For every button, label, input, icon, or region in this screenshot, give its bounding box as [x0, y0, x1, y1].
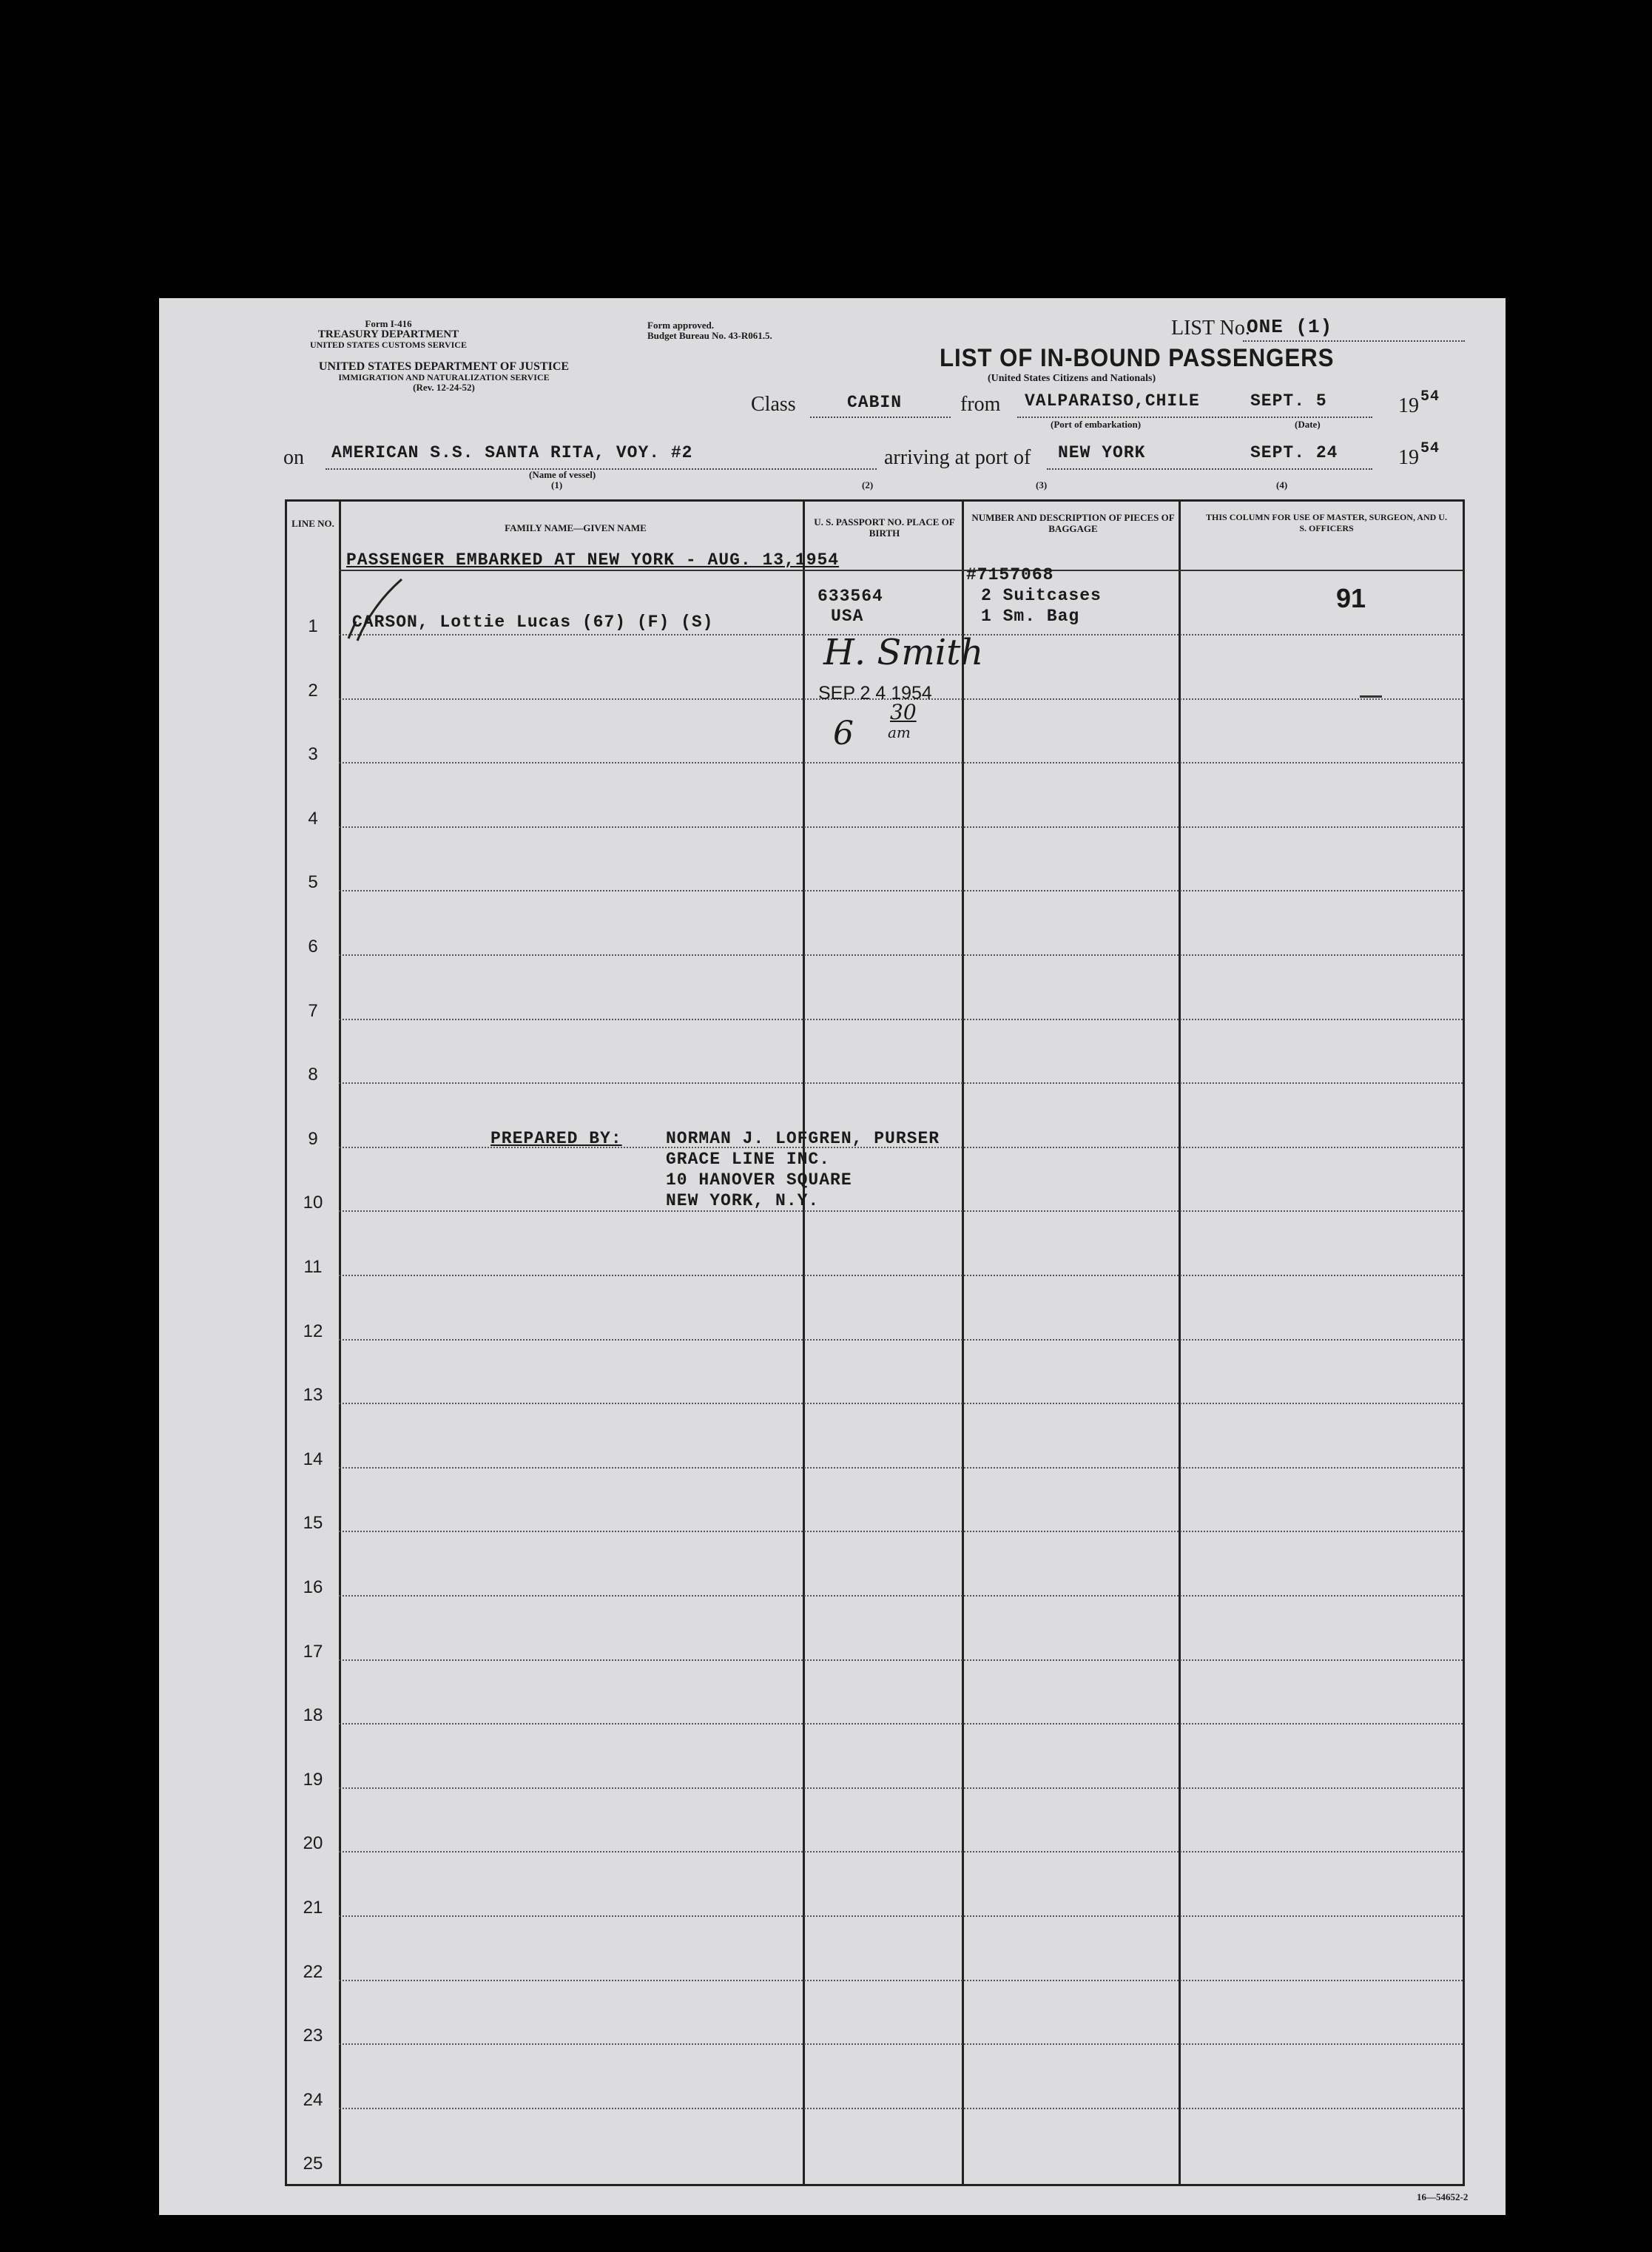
vessel-rule	[326, 468, 877, 470]
from-year-prefix: 19	[1398, 394, 1419, 417]
on-label: on	[283, 446, 304, 469]
form-sheet	[159, 298, 1506, 2215]
table-row	[287, 826, 1463, 891]
vessel-caption: (Name of vessel)	[529, 469, 596, 480]
revision: (Rev. 12-24-52)	[413, 382, 475, 393]
table-row	[287, 1211, 1463, 1275]
table-row	[287, 1980, 1463, 2044]
class-rule	[810, 417, 951, 418]
table-row	[287, 891, 1463, 955]
line-number: 25	[303, 2154, 323, 2174]
line-number: 17	[303, 1641, 323, 1662]
class-value: CABIN	[847, 393, 903, 412]
line-number: 9	[308, 1128, 318, 1149]
table-row	[287, 1403, 1463, 1468]
table-row	[287, 1852, 1463, 1916]
table-row	[287, 1339, 1463, 1406]
col-num-3: (3)	[1036, 479, 1048, 490]
arrival-year-prefix: 19	[1398, 446, 1419, 469]
baggage-suitcases: 2 Suitcases	[981, 586, 1102, 605]
line-number: 4	[308, 808, 318, 829]
vessel-name: AMERICAN S.S. SANTA RITA, VOY. #2	[331, 443, 693, 462]
table-row	[287, 763, 1463, 827]
from-date: SEPT. 5	[1250, 391, 1327, 411]
form-subtitle: (United States Citizens and Nationals)	[988, 373, 1156, 384]
table-row	[287, 1659, 1463, 1724]
arrival-port: NEW YORK	[1058, 443, 1146, 462]
line-number: 16	[303, 1577, 323, 1597]
budget-bureau: Budget Bureau No. 43-R061.5.	[647, 330, 772, 341]
table-row	[287, 2044, 1463, 2108]
line-number: 5	[308, 872, 318, 893]
port-embarkation-caption: (Port of embarkation)	[1051, 419, 1142, 430]
table-row	[287, 1787, 1463, 1852]
arrival-date: SEPT. 24	[1250, 443, 1338, 462]
officer-signature: H. Smith	[823, 632, 984, 673]
line-number: 15	[303, 1513, 323, 1534]
line-number: 12	[303, 1321, 323, 1341]
list-no-rule	[1243, 340, 1465, 342]
table-row	[287, 698, 1463, 763]
embark-note: PASSENGER EMBARKED AT NEW YORK - AUG. 13,1954	[346, 550, 840, 570]
line-number: 7	[308, 1000, 318, 1021]
arriving-label: arriving at port of	[884, 446, 1031, 469]
list-no-value: ONE (1)	[1247, 316, 1333, 338]
table-row	[287, 1724, 1463, 1788]
agency-block	[277, 319, 499, 350]
line-number: 2	[308, 680, 318, 701]
table-row	[287, 2108, 1463, 2172]
treasury-dept: TREASURY DEPARTMENT	[317, 328, 459, 340]
birth-place: USA	[831, 607, 864, 626]
justice-block	[270, 362, 618, 393]
form-title: LIST OF IN-BOUND PASSENGERS	[940, 344, 1335, 372]
line-number: 23	[303, 2026, 323, 2046]
list-no-label: LIST No.	[1171, 317, 1250, 340]
line-number: 20	[303, 1833, 323, 1854]
from-rule	[1017, 417, 1372, 418]
class-label: Class	[751, 393, 796, 416]
prepared-line-4: NEW YORK, N.Y.	[666, 1191, 820, 1210]
prepared-label: PREPARED BY:	[490, 1129, 622, 1148]
line-number: 21	[303, 1898, 323, 1918]
col-num-4: (4)	[1276, 479, 1288, 490]
from-year-suffix: 54	[1420, 388, 1440, 405]
table-row	[287, 955, 1463, 1019]
baggage-tag: #7157068	[966, 565, 1054, 584]
form-number: Form I-416	[365, 318, 412, 329]
date-caption: (Date)	[1295, 419, 1321, 430]
line-number: 22	[303, 1961, 323, 1982]
officer-tick	[1360, 695, 1382, 698]
table-row	[287, 1531, 1463, 1596]
arrival-rule	[1047, 468, 1372, 470]
line-number: 14	[303, 1449, 323, 1469]
line-number: 3	[308, 744, 318, 765]
stamp-date: SEP 2 4 1954	[818, 683, 932, 704]
ins-service: IMMIGRATION AND NATURALIZATION SERVICE	[338, 372, 550, 382]
table-row	[287, 1019, 1463, 1083]
table-row	[287, 1916, 1463, 1980]
passenger-table	[285, 499, 1465, 2186]
prepared-line-2: GRACE LINE INC.	[666, 1150, 831, 1169]
line-number: 13	[303, 1385, 323, 1406]
from-port: VALPARAISO,CHILE	[1025, 391, 1200, 411]
baggage-bag: 1 Sm. Bag	[981, 607, 1080, 626]
table-row	[287, 1596, 1463, 1660]
prepared-line-1: NORMAN J. LOFGREN, PURSER	[666, 1129, 940, 1148]
passenger-name: CARSON, Lottie Lucas (67) (F) (S)	[352, 613, 714, 632]
customs-service: UNITED STATES CUSTOMS SERVICE	[310, 340, 467, 350]
officer-note: 91	[1336, 583, 1366, 613]
approval-block	[647, 320, 772, 341]
col-num-1: (1)	[551, 479, 563, 490]
passport-number: 633564	[817, 587, 883, 606]
line-number: 10	[303, 1193, 323, 1213]
line-number: 8	[308, 1065, 318, 1085]
header-officers: THIS COLUMN FOR USE OF MASTER, SURGEON, AND U. S. OFFICERS	[1206, 512, 1447, 533]
table-row	[287, 1467, 1463, 1534]
stamp-minute: 30	[890, 700, 917, 724]
line-number: 18	[303, 1705, 323, 1726]
line-number: 24	[303, 2089, 323, 2110]
from-label: from	[960, 393, 1001, 416]
header-line-no: LINE NO.	[291, 518, 334, 529]
prepared-line-3: 10 HANOVER SQUARE	[666, 1170, 852, 1190]
line-number: 6	[308, 937, 318, 957]
line-number: 1	[308, 616, 318, 636]
line-number: 19	[303, 1769, 323, 1790]
line-number: 11	[303, 1257, 323, 1277]
footer-code: 16—54652-2	[1417, 2191, 1469, 2202]
header-name: FAMILY NAME—GIVEN NAME	[505, 522, 647, 533]
table-row	[287, 1275, 1463, 1340]
header-passport: U. S. PASSPORT NO. PLACE OF BIRTH	[814, 516, 955, 539]
form-approved: Form approved.	[647, 320, 715, 331]
arrival-year-suffix: 54	[1420, 440, 1440, 457]
stamp-hour: 6	[833, 715, 854, 752]
stamp-am: am	[888, 724, 911, 741]
header-baggage: NUMBER AND DESCRIPTION OF PIECES OF BAGGAGE	[971, 512, 1175, 534]
col-num-2: (2)	[862, 479, 874, 490]
justice-dept: UNITED STATES DEPARTMENT OF JUSTICE	[318, 360, 570, 373]
table-row	[287, 1147, 1463, 1211]
